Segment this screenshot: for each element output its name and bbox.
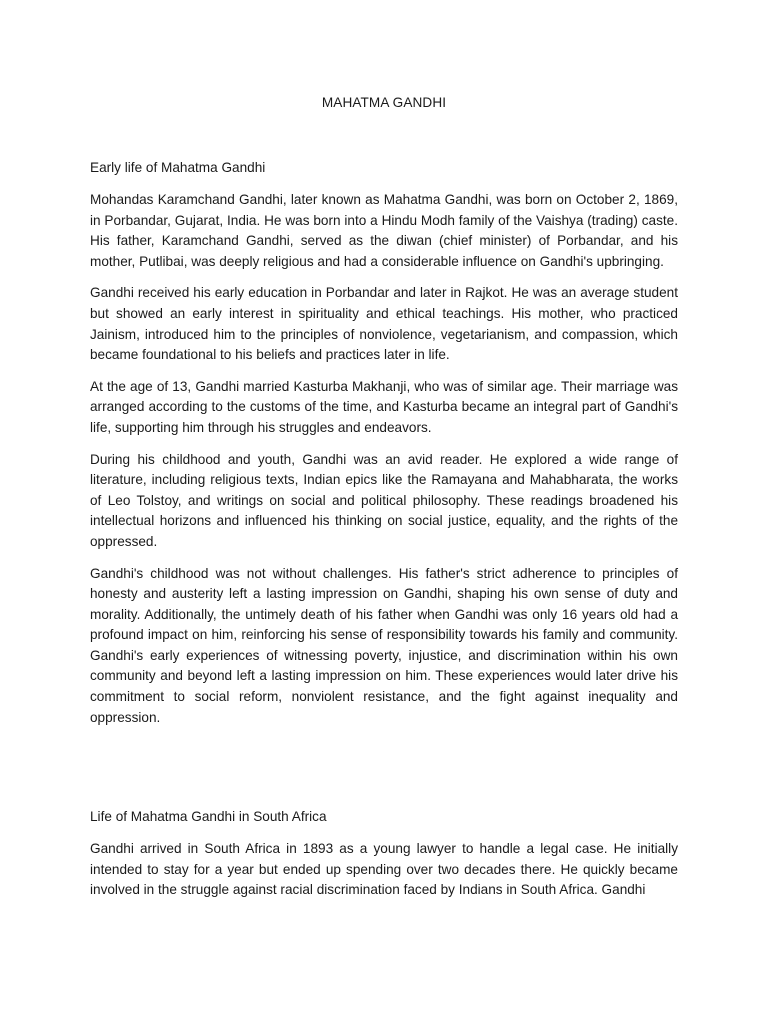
section-heading-south-africa: Life of Mahatma Gandhi in South Africa xyxy=(90,809,327,825)
paragraph-reading: During his childhood and youth, Gandhi was an avid reader. He explored a wide range of literature, including religious texts, Indian epics like the Ramayana and Mahabharata, the works of Leo Tolstoy, and writings on social and political philosophy. These readings broadened his intellectual horizons and influenced his thinking on social justice, equality, and the rights of the oppressed. xyxy=(90,451,678,549)
paragraph-south-africa-arrival: Gandhi arrived in South Africa in 1893 as a young lawyer to handle a legal case. He initially intended to stay for a year but ended up spending over two decades there. He quickly became involved in the struggle against racial discrimination faced by Indians in South Africa. Gandhi xyxy=(90,841,678,898)
section-heading-early-life: Early life of Mahatma Gandhi xyxy=(90,160,266,175)
paragraph-marriage: At the age of 13, Gandhi married Kasturba Makhanji, who was of similar age. Their marriage was arranged according to the customs of the time, and Kasturba became an integral part of Gandhi's life, supporting him through his struggles and endeavors. xyxy=(90,378,678,435)
paragraph-challenges: Gandhi's childhood was not without challenges. His father's strict adherence to principles of honesty and austerity left a lasting impression on Gandhi, shaping his own sense of duty and morality. Additionally, the untimely death of his father when Gandhi was only 16 years old had a profound impact on him, reinforcing his sense of responsibility towards his family and community. Gandhi's early experiences of witnessing poverty, injustice, and discrimination within his own community and beyond left a lasting impression on him. These experiences would later drive his commitment to social reform, nonviolent resistance, and the fight against inequality and oppression. xyxy=(90,565,678,725)
paragraph-education: Gandhi received his early education in Porbandar and later in Rajkot. He was an average student but showed an early interest in spirituality and ethical teachings. His mother, who practiced Jainism, introduced him to the principles of nonviolence, vegetarianism, and compassion, which became foundational to his beliefs and practices later in life. xyxy=(90,285,678,363)
paragraph-birth: Mohandas Karamchand Gandhi, later known as Mahatma Gandhi, was born on October 2, 1869, in Porbandar, Gujarat, India. He was born into a Hindu Modh family of the Vaishya (trading) caste. His father, Karamchand Gandhi, served as the diwan (chief minister) of Porbandar, and his mother, Putlibai, was deeply religious and had a considerable influence on Gandhi's upbringing. xyxy=(90,192,678,269)
document-title: MAHATMA GANDHI xyxy=(321,95,447,110)
document-body xyxy=(90,94,678,901)
